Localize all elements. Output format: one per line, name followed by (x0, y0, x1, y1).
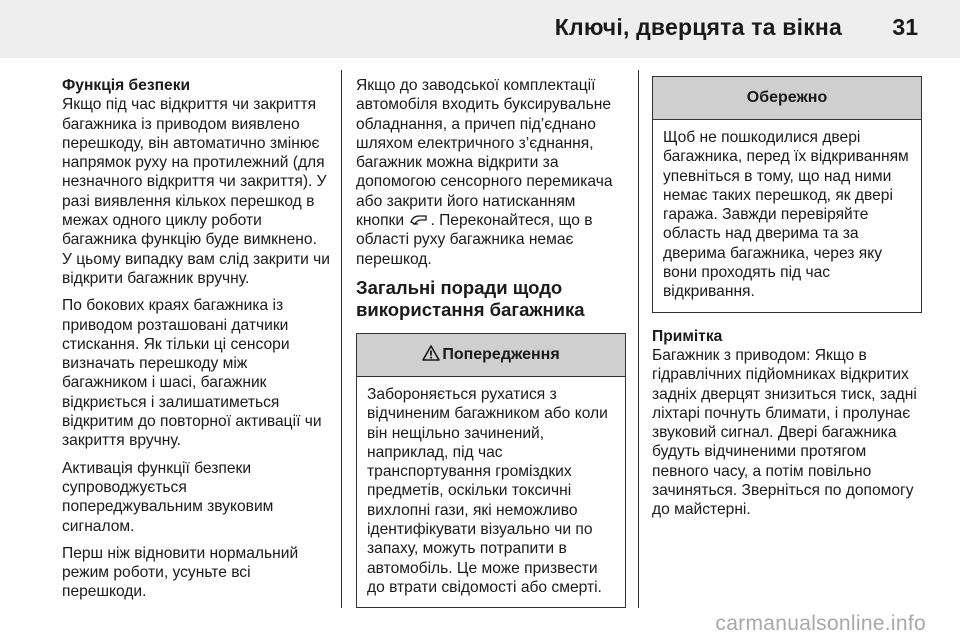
paragraph-text: . Переконайтеся, що в області руху багажника немає перешкод. (356, 212, 593, 268)
paragraph: Перш ніж відновити нормальний режим роботи, усуньте всі перешкоди. (62, 544, 299, 601)
paragraph (356, 76, 626, 269)
section-heading-general: Загальні поради щодо використання багажника (356, 276, 585, 320)
column-divider-1 (341, 70, 342, 608)
paragraph: Активація функції безпеки супроводжується попереджувальним звуковим сигналом. (62, 459, 274, 535)
column-2 (356, 76, 626, 608)
warning-box (356, 333, 626, 608)
warning-icon (422, 345, 440, 361)
column-3 (652, 76, 922, 520)
section-heading-safety: Функція безпеки (62, 77, 191, 94)
note-heading: Примітка (652, 327, 723, 345)
page-header (0, 0, 960, 58)
trunk-key-icon (410, 214, 428, 226)
caution-box-title: Обережно (653, 77, 921, 120)
paragraph: Якщо під час відкриття чи закриття багажника із приводом виявлено перешкоду, він автоматично змінює напрямок руху на протилежний (для незначного відкриття чи закриття). У разі виявлення кількох перешкод в межах одного циклу роботи багажника функцію буде вимкнено. У цьому випадку вам слід закрити чи відкрити багажник вручну. (62, 96, 331, 287)
warning-box-title (357, 334, 625, 377)
caution-text: Щоб не пошкодилися двері багажника, перед їх відкриванням упевніться в тому, що над ними немає таких перешкод, як двері гаража. Завжди перевіряйте область над дверима та за дверима багажника, через яку вони проходять під час відкривання. (663, 129, 909, 301)
page-number: 31 (892, 14, 918, 40)
warning-text: Забороняється рухатися з відчиненим багажником або коли він нещільно зачинений, наприклад, під час транспортування громіздких предметів, оскільки токсичні вихлопні гази, які неможливо ідентифікувати візуально чи по запаху, можуть потрапити в автомобіль. Це може призвести до втрати свідомості або смерті. (367, 385, 608, 596)
caution-box (652, 76, 922, 313)
column-1 (62, 76, 330, 610)
paragraph: По бокових краях багажника із приводом розташовані датчики стискання. Як тільки ці сенсори визначать перешкоду між багажником і шасі, багажник відкриється і залишатиметься відкритим до повторної активації чи закриття вручну. (62, 297, 322, 450)
paragraph-text: Якщо до заводської комплектації автомобіля входить буксирувальне обладнання, а причеп під’єднано шляхом електричного з’єднання, багажник можна відкрити за допомогою сенсорного перемикача або закрити його натисканням кнопки (356, 77, 613, 230)
warning-title-text: Попередження (442, 345, 560, 363)
watermark: carmanualsonline.info (715, 612, 926, 635)
page-title: Ключі, дверцята та вікна (554, 14, 842, 40)
column-divider-2 (638, 70, 639, 608)
note-text: Багажник з приводом: Якщо в гідравлічних підйомниках відкритих задніх дверцят знизиться тиск, задні ліхтарі почнуть блимати, і пролунає звуковий сигнал. Двері багажника будуть відчиненими протягом певного часу, а потім повільно зачиняться. Зверніться по допомогу до майстерні. (652, 346, 917, 519)
